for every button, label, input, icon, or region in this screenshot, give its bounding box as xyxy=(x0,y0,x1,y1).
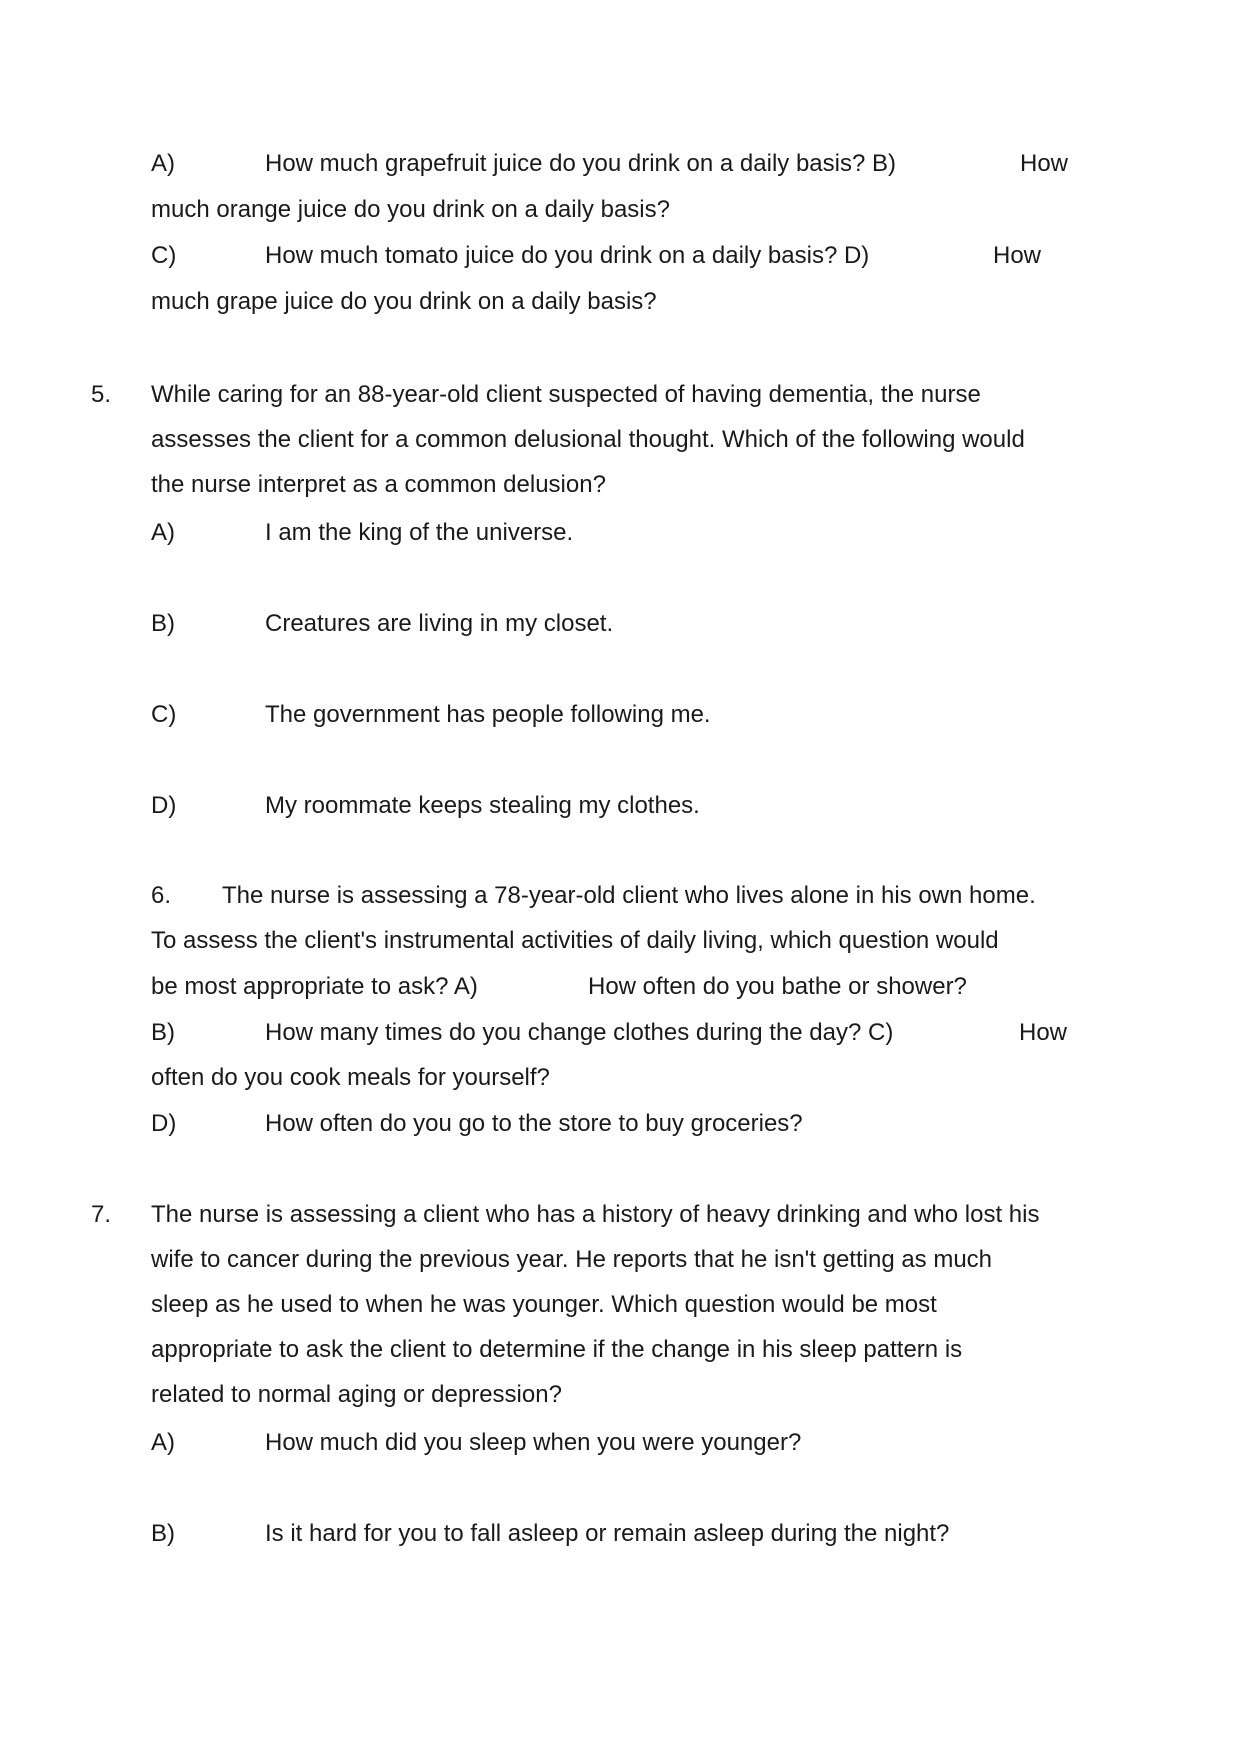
q5-option-b-text: Creatures are living in my closet. xyxy=(265,610,614,637)
q5-option-d-letter: D) xyxy=(151,792,177,819)
q6-option-c-start: How xyxy=(1019,1019,1068,1046)
q6-option-d-text: How often do you go to the store to buy groceries? xyxy=(265,1110,803,1137)
q6-stem-line-3: be most appropriate to ask? A) xyxy=(151,973,478,1000)
q5-option-d-text: My roommate keeps stealing my clothes. xyxy=(265,792,700,819)
q4-option-a-text: How much grapefruit juice do you drink on a daily basis? B) xyxy=(265,150,896,177)
q5-number: 5. xyxy=(91,381,112,408)
q5-option-c-letter: C) xyxy=(151,701,177,728)
q7-option-b-text: Is it hard for you to fall asleep or remain asleep during the night? xyxy=(265,1520,950,1547)
q6-option-b-letter: B) xyxy=(151,1019,175,1046)
q7-option-a-text: How much did you sleep when you were younger? xyxy=(265,1429,802,1456)
q5-stem-line-1: While caring for an 88-year-old client suspected of having dementia, the nurse xyxy=(151,381,981,408)
q5-option-b-letter: B) xyxy=(151,610,175,637)
q7-number: 7. xyxy=(91,1201,112,1228)
q5-option-a-letter: A) xyxy=(151,519,175,546)
q4-option-c-letter: C) xyxy=(151,242,177,269)
q7-stem-line-3: sleep as he used to when he was younger. Which question would be most xyxy=(151,1291,937,1318)
q6-stem-line-2: To assess the client's instrumental activities of daily living, which question would xyxy=(151,927,999,954)
q6-number: 6. xyxy=(151,882,172,909)
q5-stem-line-3: the nurse interpret as a common delusion? xyxy=(151,471,606,498)
q6-option-d-letter: D) xyxy=(151,1110,177,1137)
q5-option-a-text: I am the king of the universe. xyxy=(265,519,574,546)
q5-stem-line-2: assesses the client for a common delusional thought. Which of the following would xyxy=(151,426,1025,453)
q6-stem-line-1: The nurse is assessing a 78-year-old client who lives alone in his own home. xyxy=(222,882,1036,909)
q7-option-b-letter: B) xyxy=(151,1520,175,1547)
q4-option-a-letter: A) xyxy=(151,150,175,177)
q6-option-b-text: How many times do you change clothes during the day? C) xyxy=(265,1019,894,1046)
q5-option-c-text: The government has people following me. xyxy=(265,701,711,728)
q7-stem-line-5: related to normal aging or depression? xyxy=(151,1381,562,1408)
q4-option-b-start: How xyxy=(1020,150,1069,177)
q4-option-d-cont: much grape juice do you drink on a daily basis? xyxy=(151,288,657,315)
q6-option-c-cont: often do you cook meals for yourself? xyxy=(151,1064,550,1091)
q7-stem-line-4: appropriate to ask the client to determine if the change in his sleep pattern is xyxy=(151,1336,963,1363)
q7-stem-line-1: The nurse is assessing a client who has a history of heavy drinking and who lost his xyxy=(151,1201,1040,1228)
q4-option-b-cont: much orange juice do you drink on a daily basis? xyxy=(151,196,670,223)
q7-stem-line-2: wife to cancer during the previous year. He reports that he isn't getting as much xyxy=(151,1246,993,1273)
q7-option-a-letter: A) xyxy=(151,1429,175,1456)
q4-option-d-start: How xyxy=(993,242,1042,269)
q4-option-c-text: How much tomato juice do you drink on a daily basis? D) xyxy=(265,242,870,269)
q6-option-a-text: How often do you bathe or shower? xyxy=(588,973,967,1000)
